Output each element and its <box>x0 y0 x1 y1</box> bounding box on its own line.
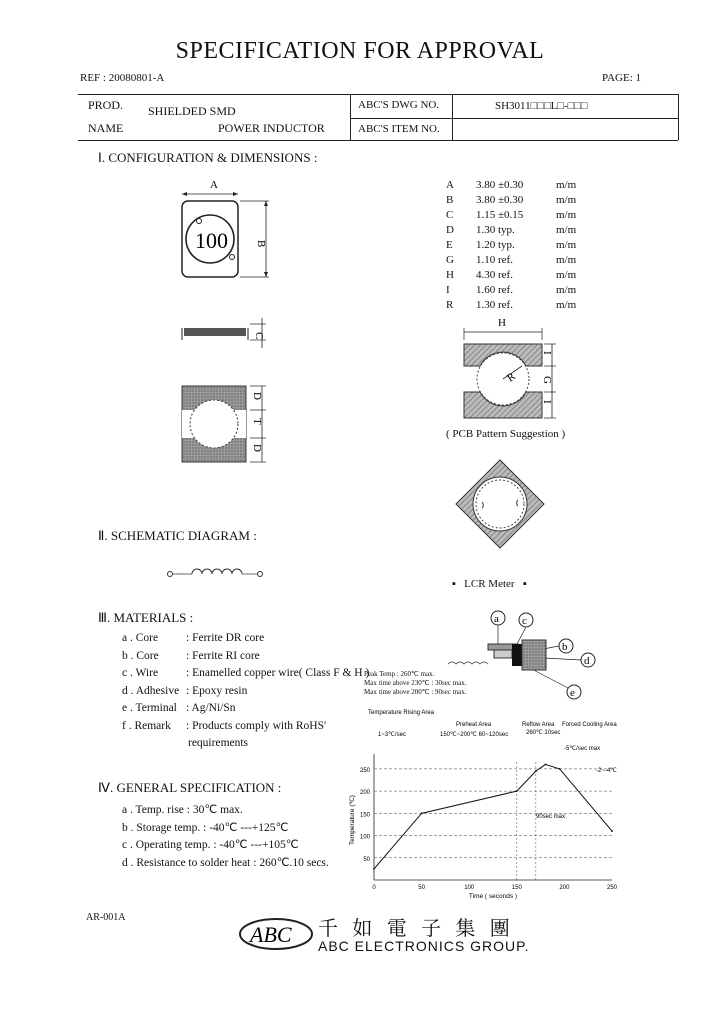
dimension-row <box>446 209 586 224</box>
coil-schematic <box>164 562 274 586</box>
lcr-meter-label: ▪ LCR Meter ▪ <box>452 578 527 590</box>
x-tick-label: 0 <box>372 885 376 891</box>
dim-a-label: A <box>210 179 218 191</box>
dimension-unit: m/m <box>556 284 577 296</box>
dim-h-label: H <box>498 317 506 329</box>
pcb-caption: ( PCB Pattern Suggestion ) <box>446 428 566 440</box>
dimension-value: 1.20 typ. <box>476 239 515 251</box>
section-general-title: Ⅳ. GENERAL SPECIFICATION : <box>98 780 282 795</box>
company-name-chinese: 千 如 電 子 集 團 <box>318 916 514 940</box>
dimension-row <box>446 179 586 194</box>
dimension-unit: m/m <box>556 269 577 281</box>
general-spec-item: b . Storage temp. : -40℃ ---+125℃ <box>122 821 289 834</box>
callout-e: e <box>570 687 575 699</box>
material-value: : Ferrite RI core <box>186 649 260 662</box>
x-tick-label: 50 <box>418 885 425 891</box>
dim-i-label-top: I <box>541 351 553 355</box>
product-name-line1: SHIELDED SMD <box>148 104 236 118</box>
cool-anno: -2~-4℃ <box>596 768 617 774</box>
dimension-row <box>446 239 586 254</box>
dimension-value: 3.80 ±0.30 <box>476 194 524 206</box>
material-value: requirements <box>188 737 249 749</box>
reflow-profile-point <box>611 830 613 832</box>
material-key: b . Core <box>122 649 159 662</box>
dimension-value: 1.30 ref. <box>476 299 513 311</box>
form-code: AR-001A <box>86 912 126 923</box>
zone-preheat-sub: 150℃~200℃ 60~120sec <box>440 732 509 738</box>
section-schematic-title: Ⅱ. SCHEMATIC DIAGRAM : <box>98 528 257 543</box>
material-value: : Ferrite DR core <box>186 632 265 644</box>
time-anno: 90sec max <box>536 814 566 820</box>
general-spec-item: d . Resistance to solder heat : 260℃.10 secs. <box>122 856 329 869</box>
dimension-unit: m/m <box>556 239 577 251</box>
dimension-letter: D <box>446 224 454 236</box>
y-tick-label: 150 <box>359 812 370 819</box>
reference-number: REF : 20080801-A <box>80 72 165 84</box>
dim-c-label: C <box>253 332 265 340</box>
zone-rising-label: Temperature Rising Area <box>368 710 435 716</box>
y-tick-label: 50 <box>363 856 370 863</box>
dim-d-label-bottom: D <box>251 444 263 452</box>
dimension-letter: H <box>446 269 454 281</box>
x-tick-label: 250 <box>606 885 618 891</box>
x-axis-label: Time ( seconds ) <box>468 893 518 900</box>
dimension-row <box>446 299 586 314</box>
item-label: ABC'S ITEM NO. <box>358 123 440 135</box>
reflow-profile-line <box>374 764 612 868</box>
side-view-drawing <box>180 318 290 358</box>
zone-reflow-label: Reflow Area <box>522 722 555 728</box>
dwg-number: SH3011□□□L□-□□□ <box>495 100 588 112</box>
rotated-view-drawing <box>452 456 552 556</box>
reflow-profile-point <box>559 768 561 770</box>
dimension-letter: R <box>446 299 454 311</box>
dimension-row <box>446 269 586 284</box>
section-configuration-title: Ⅰ. CONFIGURATION & DIMENSIONS : <box>98 150 318 165</box>
prod-label: PROD. <box>88 98 124 112</box>
callout-b: b <box>562 641 568 653</box>
page-number: PAGE: 1 <box>602 72 642 84</box>
dim-b-label: B <box>255 240 267 248</box>
y-axis-label: Temperature (℃) <box>349 795 356 845</box>
dimension-letter: C <box>446 209 454 221</box>
material-key: a . Core <box>122 632 159 644</box>
dimension-letter: A <box>446 179 454 191</box>
name-label: NAME <box>88 121 124 135</box>
page-title: SPECIFICATION FOR APPROVAL <box>175 38 545 64</box>
pcb-pattern-drawing <box>456 318 576 428</box>
material-value: : Ag/Ni/Sn <box>186 702 236 714</box>
dimension-letter: G <box>446 254 454 266</box>
dimension-value: 1.15 ±0.15 <box>476 209 524 221</box>
dimension-value: 3.80 ±0.30 <box>476 179 524 191</box>
dimension-unit: m/m <box>556 254 577 266</box>
cross-section-drawing <box>448 606 608 698</box>
logo-letters: ABC <box>250 922 292 947</box>
section-materials-title: Ⅲ. MATERIALS : <box>98 610 194 625</box>
general-spec-item: a . Temp. rise : 30℃ max. <box>122 804 243 816</box>
x-tick-label: 150 <box>511 885 522 891</box>
material-value: : Products comply with RoHS' <box>186 719 327 732</box>
zone-preheat-label: Preheat Area <box>456 722 492 728</box>
material-key: e . Terminal <box>122 702 177 714</box>
reflow-profile-chart <box>340 704 630 904</box>
dimension-letter: E <box>446 239 453 251</box>
y-tick-label: 100 <box>359 834 370 841</box>
dimension-value: 4.30 ref. <box>476 269 513 281</box>
callout-c: c <box>522 615 527 627</box>
reflow-profile-point <box>421 812 423 814</box>
dimension-unit: m/m <box>556 299 577 311</box>
dim-g-label: G <box>541 376 553 384</box>
reflow-profile-point <box>544 764 546 766</box>
bottom-view-drawing <box>180 384 290 466</box>
dimension-value: 1.60 ref. <box>476 284 513 296</box>
dimension-value: 1.30 typ. <box>476 224 515 236</box>
dim-t-label: T <box>251 418 263 425</box>
material-key: f . Remark <box>122 719 171 732</box>
dimension-unit: m/m <box>556 179 577 191</box>
material-value: : Enamelled copper wire( Class F & H ) <box>186 667 370 679</box>
material-key: c . Wire <box>122 667 159 679</box>
x-tick-label: 200 <box>559 885 570 891</box>
material-value: : Epoxy resin <box>186 684 248 697</box>
company-name-english: ABC ELECTRONICS GROUP. <box>318 938 530 954</box>
reflow-profile-point <box>373 868 375 870</box>
dimension-row <box>446 224 586 239</box>
dim-d-label-top: D <box>251 392 263 400</box>
material-key: d . Adhesive <box>122 684 180 697</box>
callout-a: a <box>494 613 499 625</box>
dimension-unit: m/m <box>556 224 577 236</box>
slope-anno: -5℃/sec max <box>564 746 601 752</box>
x-tick-label: 100 <box>464 885 475 891</box>
reflow-profile-point <box>535 770 537 772</box>
dim-r-label: R <box>504 370 518 385</box>
dimension-row <box>446 284 586 299</box>
reflow-profile-point <box>516 790 518 792</box>
dimension-letter: I <box>446 284 450 296</box>
product-name-line2: POWER INDUCTOR <box>218 121 325 135</box>
dimension-row <box>446 194 586 209</box>
company-logo <box>236 914 320 954</box>
dwg-label: ABC'S DWG NO. <box>358 99 440 111</box>
callout-d: d <box>584 655 590 667</box>
reflow-notes: Peak Temp : 260℃ max. Max time above 230℃ : 30sec max. Max time above 200℃ : 90sec max. <box>364 670 467 696</box>
dimension-unit: m/m <box>556 194 577 206</box>
dim-i-label-bottom: I <box>541 400 553 404</box>
peak-anno: 260℃ 10sec <box>526 730 561 736</box>
dimension-letter: B <box>446 194 454 206</box>
marking-text: 100 <box>195 228 228 253</box>
dimension-row <box>446 254 586 269</box>
y-tick-label: 250 <box>359 767 370 774</box>
zone-cooling-label: Forced Cooling Area <box>562 722 617 728</box>
top-view-drawing <box>170 176 280 286</box>
dimension-unit: m/m <box>556 209 577 221</box>
dimension-value: 1.10 ref. <box>476 254 513 266</box>
y-tick-label: 200 <box>359 790 370 797</box>
zone-rising-sub: 1~3℃/sec <box>378 732 406 738</box>
general-spec-item: c . Operating temp. : -40℃ ---+105℃ <box>122 839 299 851</box>
